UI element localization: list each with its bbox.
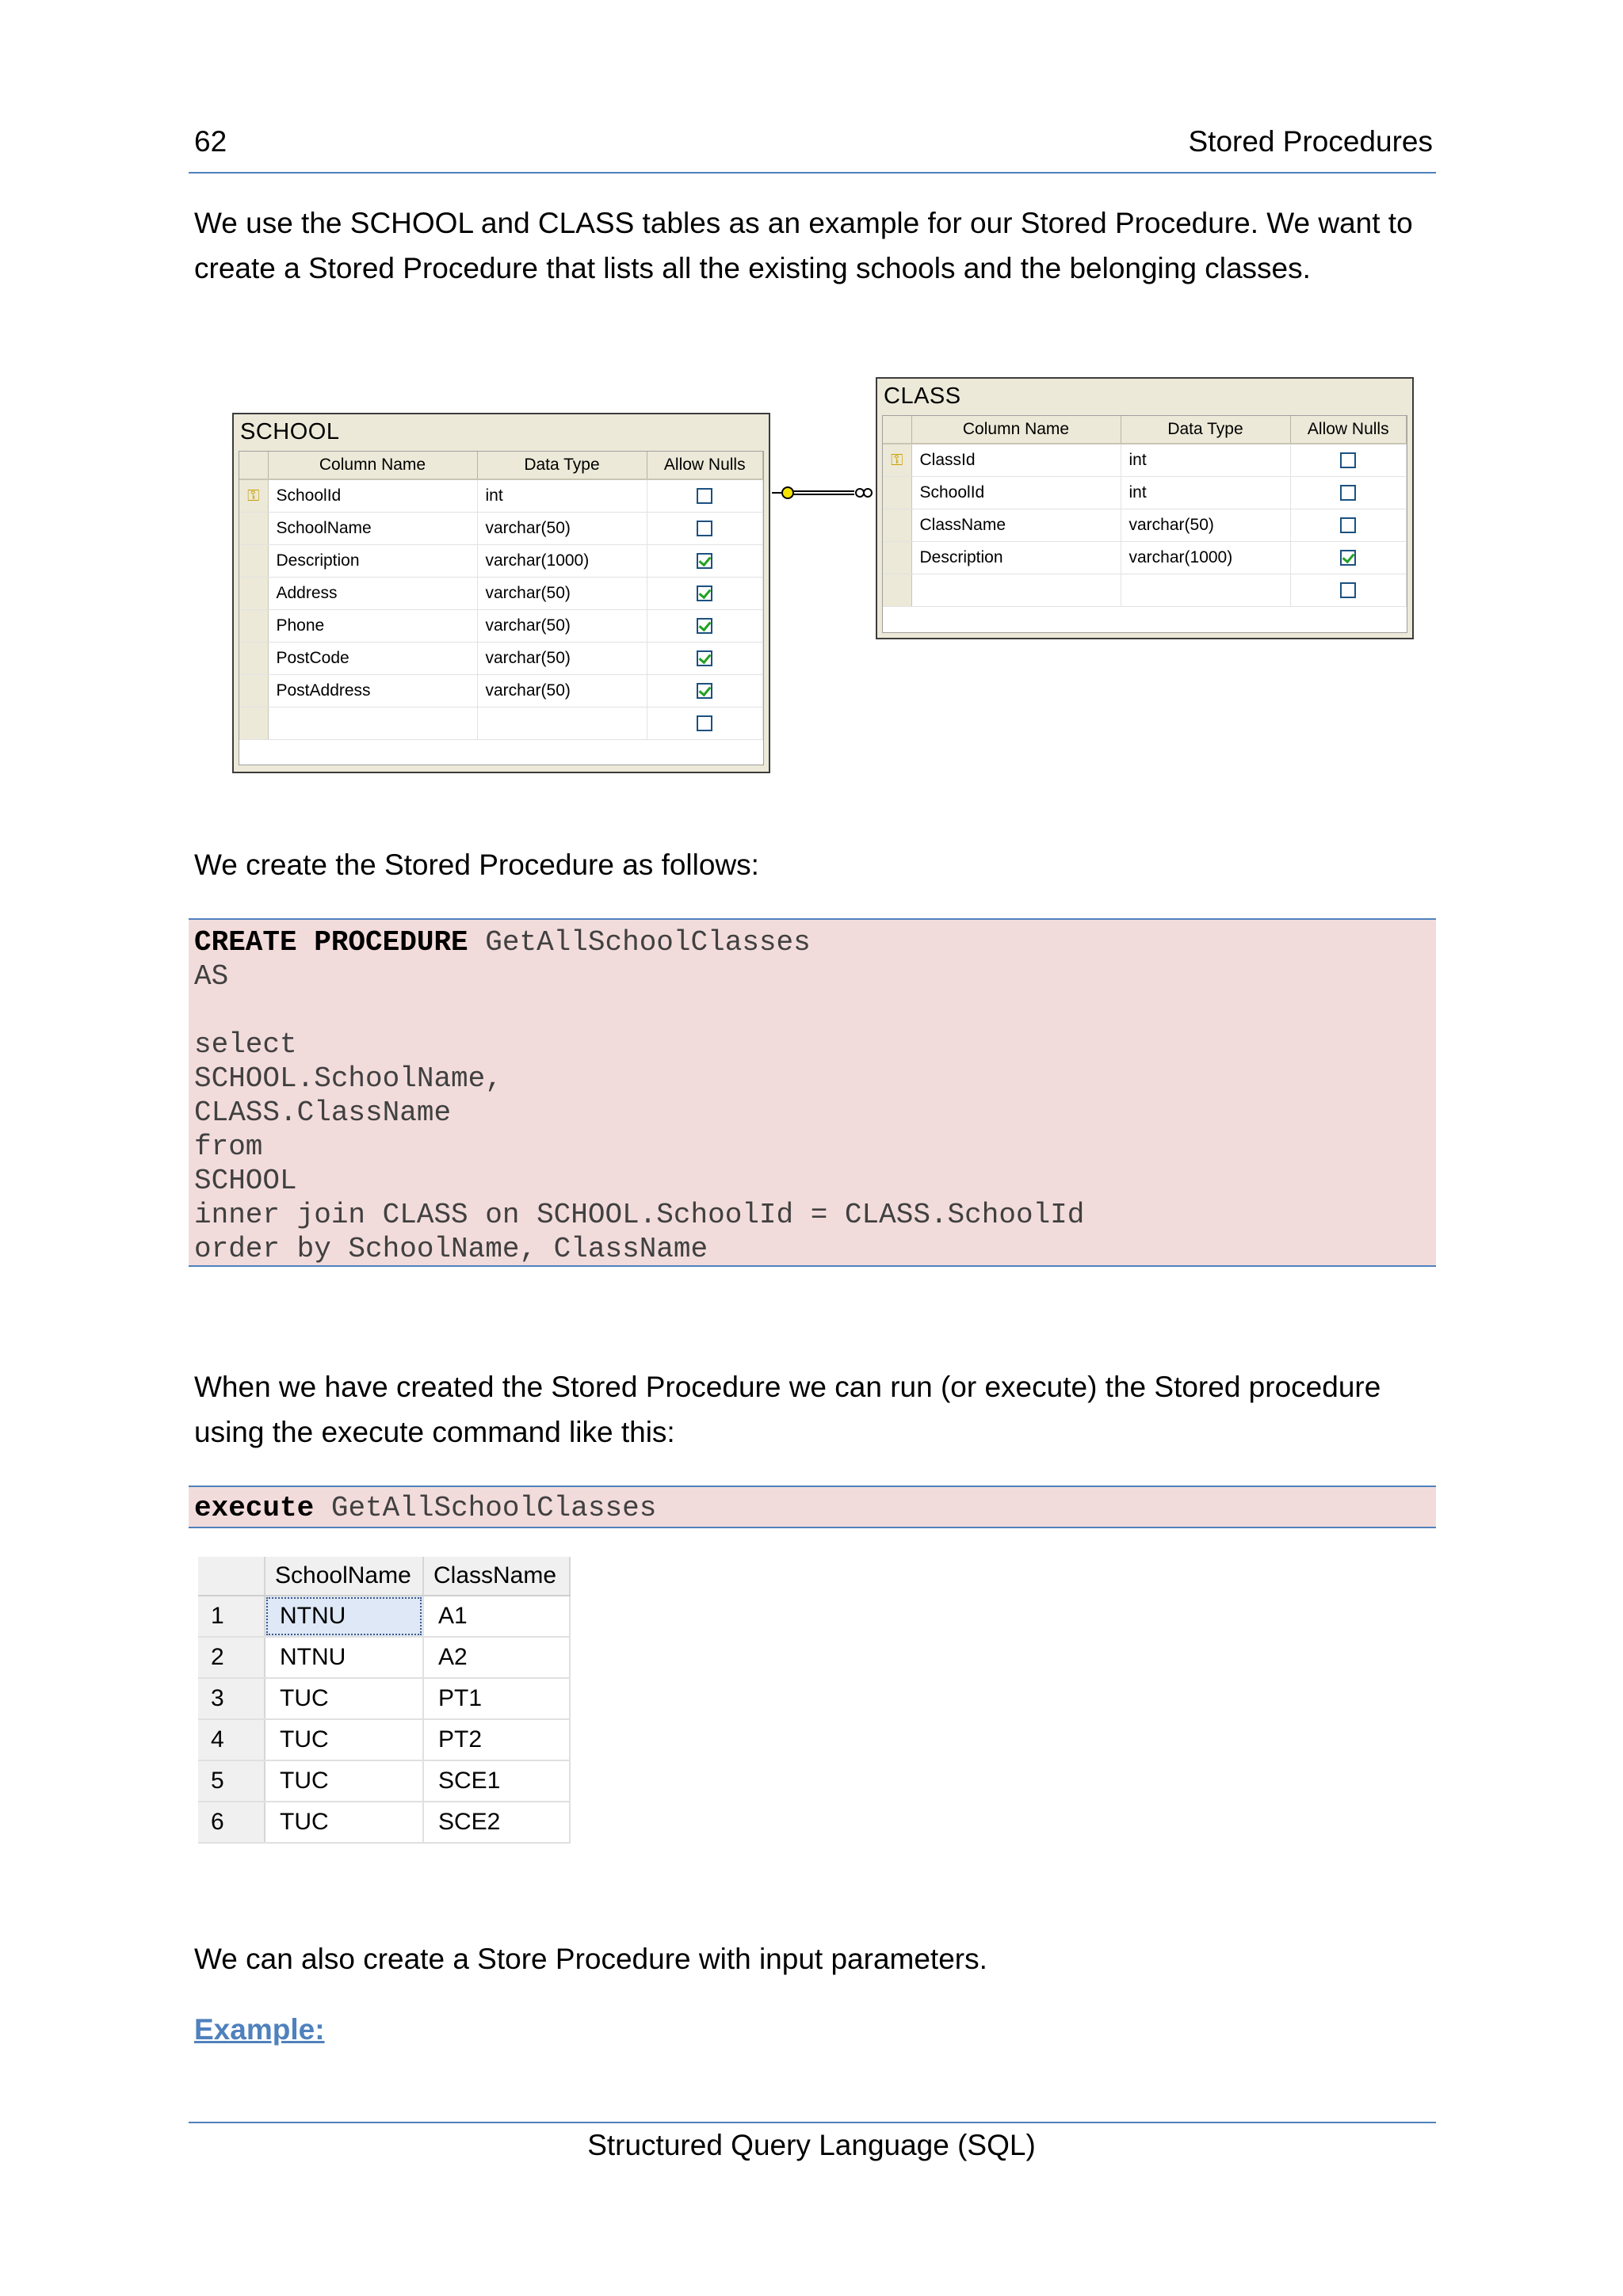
relationship-connector xyxy=(770,483,876,507)
classname-cell[interactable]: A1 xyxy=(423,1596,570,1637)
allow-nulls-cell xyxy=(647,513,763,545)
column-name-cell[interactable]: PostAddress xyxy=(268,675,477,707)
row-selector[interactable] xyxy=(883,477,911,509)
create-procedure-code xyxy=(189,918,1436,1267)
data-type-header: Data Type xyxy=(1121,416,1290,444)
footer-rule xyxy=(189,2122,1436,2123)
column-name-header: Column Name xyxy=(268,452,477,479)
code-line: AS xyxy=(194,960,229,993)
column-definition-row[interactable] xyxy=(239,578,763,610)
data-type-cell[interactable]: varchar(1000) xyxy=(1121,542,1290,574)
column-name-cell[interactable]: Address xyxy=(268,578,477,610)
result-row[interactable] xyxy=(198,1802,570,1843)
column-definition-row[interactable] xyxy=(239,707,763,740)
data-type-cell[interactable]: int xyxy=(1121,477,1290,509)
allow-nulls-checkbox[interactable] xyxy=(1340,582,1356,598)
create-keyword: CREATE PROCEDURE xyxy=(194,926,468,959)
example-heading: Example: xyxy=(194,2013,325,2046)
results-header xyxy=(198,1557,570,1596)
result-row[interactable] xyxy=(198,1719,570,1760)
row-selector[interactable] xyxy=(239,610,268,643)
procedure-name: GetAllSchoolClasses xyxy=(468,926,811,959)
class-table-title: CLASS xyxy=(884,383,961,409)
allow-nulls-checkbox[interactable] xyxy=(697,521,712,536)
execute-keyword: execute xyxy=(194,1492,315,1524)
row-selector[interactable] xyxy=(883,574,911,607)
allow-nulls-checkbox[interactable] xyxy=(697,585,712,601)
column-definition-row[interactable] xyxy=(239,675,763,707)
row-number: 2 xyxy=(198,1637,265,1678)
row-selector[interactable] xyxy=(239,578,268,610)
row-number: 5 xyxy=(198,1760,265,1802)
schoolname-header: SchoolName xyxy=(265,1557,423,1596)
school-table-diagram xyxy=(232,413,770,773)
execute-line xyxy=(189,1491,1436,1525)
column-definition-row[interactable] xyxy=(883,509,1407,542)
school-columns-header xyxy=(239,452,763,479)
allow-nulls-cell xyxy=(1290,477,1407,509)
code-line xyxy=(189,994,1436,1028)
column-name-cell[interactable] xyxy=(911,574,1121,607)
result-row[interactable] xyxy=(198,1678,570,1719)
data-type-cell[interactable]: varchar(50) xyxy=(477,513,647,545)
code-line: select xyxy=(194,1028,297,1061)
data-type-header: Data Type xyxy=(477,452,647,479)
create-procedure-first-line xyxy=(189,925,1436,959)
schoolname-cell[interactable]: NTNU xyxy=(265,1637,423,1678)
row-selector[interactable] xyxy=(883,444,911,477)
allow-nulls-checkbox[interactable] xyxy=(697,683,712,699)
classname-cell[interactable]: A2 xyxy=(423,1637,570,1678)
class-columns-grid xyxy=(882,415,1407,633)
allow-nulls-checkbox[interactable] xyxy=(697,650,712,666)
classname-cell[interactable]: PT1 xyxy=(423,1678,570,1719)
allow-nulls-checkbox[interactable] xyxy=(697,553,712,569)
column-name-header: Column Name xyxy=(911,416,1121,444)
allow-nulls-checkbox[interactable] xyxy=(697,618,712,634)
row-selector[interactable] xyxy=(239,513,268,545)
code-line: SCHOOL xyxy=(194,1165,297,1197)
running-header: Stored Procedures xyxy=(1188,125,1433,158)
code-line: order by SchoolName, ClassName xyxy=(194,1233,708,1265)
allow-nulls-cell xyxy=(647,545,763,578)
data-type-cell[interactable]: varchar(50) xyxy=(477,675,647,707)
allow-nulls-cell xyxy=(647,479,763,513)
header-rule xyxy=(189,172,1436,174)
column-name-cell[interactable]: SchoolId xyxy=(268,479,477,513)
class-columns-header xyxy=(883,416,1407,444)
column-definition-row[interactable] xyxy=(883,477,1407,509)
key-end-icon xyxy=(782,487,793,498)
column-definition-row[interactable] xyxy=(883,574,1407,607)
code-line: CLASS.ClassName xyxy=(194,1097,452,1129)
create-intro: We create the Stored Procedure as follows: xyxy=(194,849,759,881)
code-line: SCHOOL.SchoolName, xyxy=(194,1062,502,1095)
execute-procedure-name: GetAllSchoolClasses xyxy=(314,1492,657,1524)
allow-nulls-header: Allow Nulls xyxy=(647,452,763,479)
data-type-cell[interactable]: int xyxy=(477,479,647,513)
results-grid xyxy=(198,1557,571,1834)
allow-nulls-checkbox[interactable] xyxy=(697,488,712,504)
data-type-cell[interactable] xyxy=(1121,574,1290,607)
data-type-cell[interactable]: varchar(50) xyxy=(1121,509,1290,542)
allow-nulls-checkbox[interactable] xyxy=(697,715,712,731)
data-type-cell[interactable]: varchar(50) xyxy=(477,643,647,675)
footer-title: Structured Query Language (SQL) xyxy=(587,2129,1036,2161)
classname-header: ClassName xyxy=(423,1557,570,1596)
allow-nulls-checkbox[interactable] xyxy=(1340,452,1356,468)
classname-cell[interactable]: PT2 xyxy=(423,1719,570,1760)
classname-cell[interactable]: SCE1 xyxy=(423,1760,570,1802)
data-type-cell[interactable] xyxy=(477,707,647,740)
schoolname-cell[interactable]: TUC xyxy=(265,1678,423,1719)
row-number: 1 xyxy=(198,1596,265,1637)
schoolname-cell[interactable]: TUC xyxy=(265,1802,423,1843)
code-line: inner join CLASS on SCHOOL.SchoolId = CLASS.SchoolId xyxy=(194,1199,1085,1231)
execute-intro: When we have created the Stored Procedure we can run (or execute) the Stored procedure using the execute command like this: xyxy=(194,1371,1381,1448)
row-selector[interactable] xyxy=(239,643,268,675)
result-row[interactable] xyxy=(198,1596,570,1637)
row-number-header xyxy=(198,1557,265,1596)
primary-key-icon: ⚿ xyxy=(891,452,903,469)
allow-nulls-cell xyxy=(647,610,763,643)
row-selector-header xyxy=(239,452,268,479)
column-definition-row[interactable] xyxy=(239,513,763,545)
row-selector[interactable] xyxy=(239,675,268,707)
schoolname-cell[interactable]: NTNU xyxy=(265,1596,423,1637)
schoolname-cell[interactable]: TUC xyxy=(265,1760,423,1802)
allow-nulls-header: Allow Nulls xyxy=(1290,416,1407,444)
column-name-cell[interactable]: Description xyxy=(911,542,1121,574)
column-name-cell[interactable]: Phone xyxy=(268,610,477,643)
row-selector-header xyxy=(883,416,911,444)
column-name-cell[interactable]: SchoolName xyxy=(268,513,477,545)
column-definition-row[interactable] xyxy=(239,643,763,675)
allow-nulls-checkbox[interactable] xyxy=(1340,550,1356,566)
column-name-cell[interactable]: ClassId xyxy=(911,444,1121,477)
column-name-cell[interactable]: PostCode xyxy=(268,643,477,675)
data-type-cell[interactable]: int xyxy=(1121,444,1290,477)
result-row[interactable] xyxy=(198,1760,570,1802)
allow-nulls-checkbox[interactable] xyxy=(1340,517,1356,533)
row-selector[interactable] xyxy=(883,542,911,574)
column-definition-row[interactable] xyxy=(239,545,763,578)
allow-nulls-cell xyxy=(1290,444,1407,477)
row-selector[interactable] xyxy=(239,545,268,578)
column-name-cell[interactable]: ClassName xyxy=(911,509,1121,542)
execute-code xyxy=(189,1486,1436,1528)
allow-nulls-cell xyxy=(1290,542,1407,574)
row-number: 6 xyxy=(198,1802,265,1843)
row-number: 4 xyxy=(198,1719,265,1760)
column-name-cell[interactable] xyxy=(268,707,477,740)
allow-nulls-cell xyxy=(647,707,763,740)
params-paragraph: We can also create a Store Procedure with input parameters. xyxy=(194,1943,987,1975)
column-name-cell[interactable]: SchoolId xyxy=(911,477,1121,509)
column-name-cell[interactable]: Description xyxy=(268,545,477,578)
intro-paragraph: We use the SCHOOL and CLASS tables as an example for our Stored Procedure. We want to create a Stored Procedure that lists all the existing schools and the belonging classes. xyxy=(194,207,1413,284)
row-selector[interactable] xyxy=(239,707,268,740)
column-definition-row[interactable] xyxy=(239,610,763,643)
allow-nulls-cell xyxy=(1290,509,1407,542)
data-type-cell[interactable]: varchar(1000) xyxy=(477,545,647,578)
code-line: from xyxy=(194,1131,263,1163)
primary-key-icon: ⚿ xyxy=(247,487,260,505)
allow-nulls-cell xyxy=(647,578,763,610)
schoolname-cell[interactable]: TUC xyxy=(265,1719,423,1760)
row-selector[interactable] xyxy=(239,479,268,513)
result-row[interactable] xyxy=(198,1637,570,1678)
page-number: 62 xyxy=(194,125,227,158)
school-columns-grid xyxy=(239,451,764,765)
allow-nulls-cell xyxy=(1290,574,1407,607)
allow-nulls-cell xyxy=(647,675,763,707)
column-definition-row[interactable] xyxy=(883,542,1407,574)
infinity-end-icon xyxy=(856,489,872,497)
school-table-title: SCHOOL xyxy=(240,419,340,444)
row-selector[interactable] xyxy=(883,509,911,542)
allow-nulls-checkbox[interactable] xyxy=(1340,485,1356,501)
data-type-cell[interactable]: varchar(50) xyxy=(477,610,647,643)
allow-nulls-cell xyxy=(647,643,763,675)
data-type-cell[interactable]: varchar(50) xyxy=(477,578,647,610)
column-definition-row[interactable] xyxy=(883,444,1407,477)
classname-cell[interactable]: SCE2 xyxy=(423,1802,570,1843)
class-table-diagram xyxy=(876,377,1414,639)
row-number: 3 xyxy=(198,1678,265,1719)
column-definition-row[interactable] xyxy=(239,479,763,513)
